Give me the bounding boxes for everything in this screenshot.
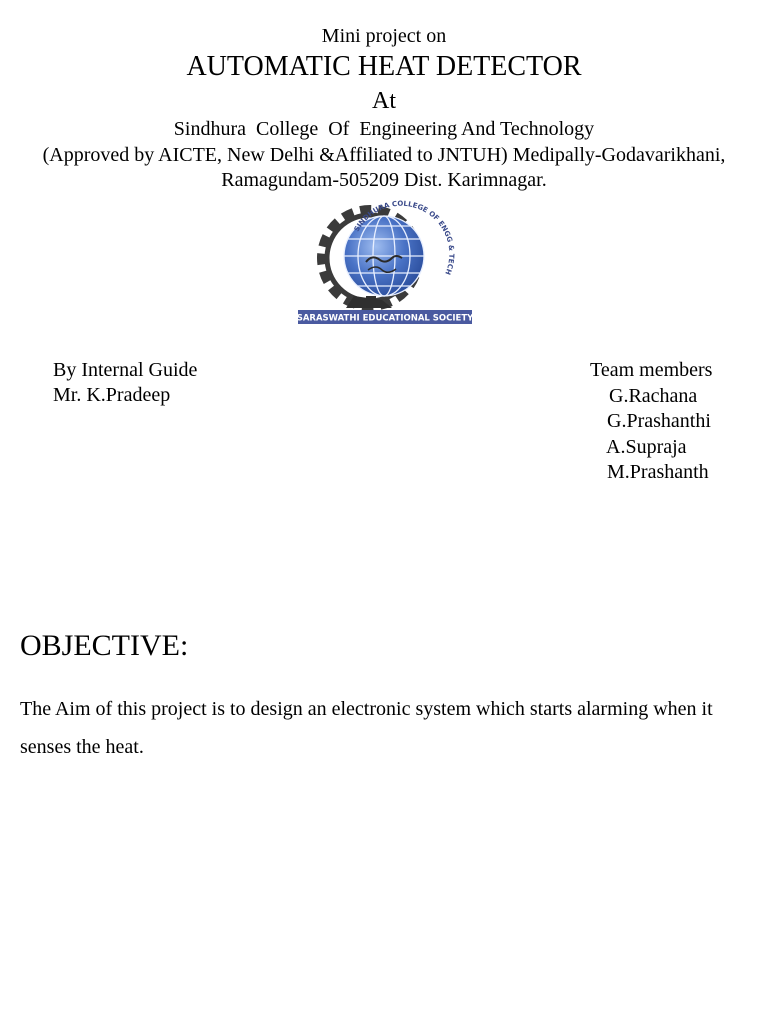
- college-logo: [296, 196, 474, 330]
- project-type-line: Mini project on: [321, 25, 447, 47]
- team-block: [560, 358, 750, 486]
- team-member: G.Rachana: [609, 384, 698, 407]
- team-member: A.Supraja: [606, 435, 687, 458]
- team-member: G.Prashanthi: [607, 410, 711, 432]
- objective-heading: OBJECTIVE:: [20, 629, 189, 662]
- guide-block: [53, 358, 197, 408]
- logo-ring-text: SINDHURA COLLEGE OF ENGG & TECH: [352, 199, 456, 276]
- approval-line: (Approved by AICTE, New Delhi &Affiliated to JNTUH) Medipally-Godavarikhani,: [42, 144, 726, 166]
- college-address: Ramagundam-505209 Dist. Karimnagar.: [221, 169, 547, 191]
- guide-name: Mr. K.Pradeep: [53, 384, 171, 406]
- logo-banner-text: SARASWATHI EDUCATIONAL SOCIETY: [296, 313, 474, 324]
- project-title: AUTOMATIC HEAT DETECTOR: [186, 51, 582, 82]
- college-name: Sindhura College Of Engineering And Technology: [173, 118, 595, 140]
- guide-heading: By Internal Guide: [53, 359, 198, 381]
- team-member: M.Prashanth: [607, 461, 709, 483]
- objective-text: The Aim of this project is to design an electronic system which starts alarming when it senses the heat.: [20, 698, 713, 758]
- team-heading: Team members: [590, 359, 713, 381]
- at-line: At: [372, 88, 396, 114]
